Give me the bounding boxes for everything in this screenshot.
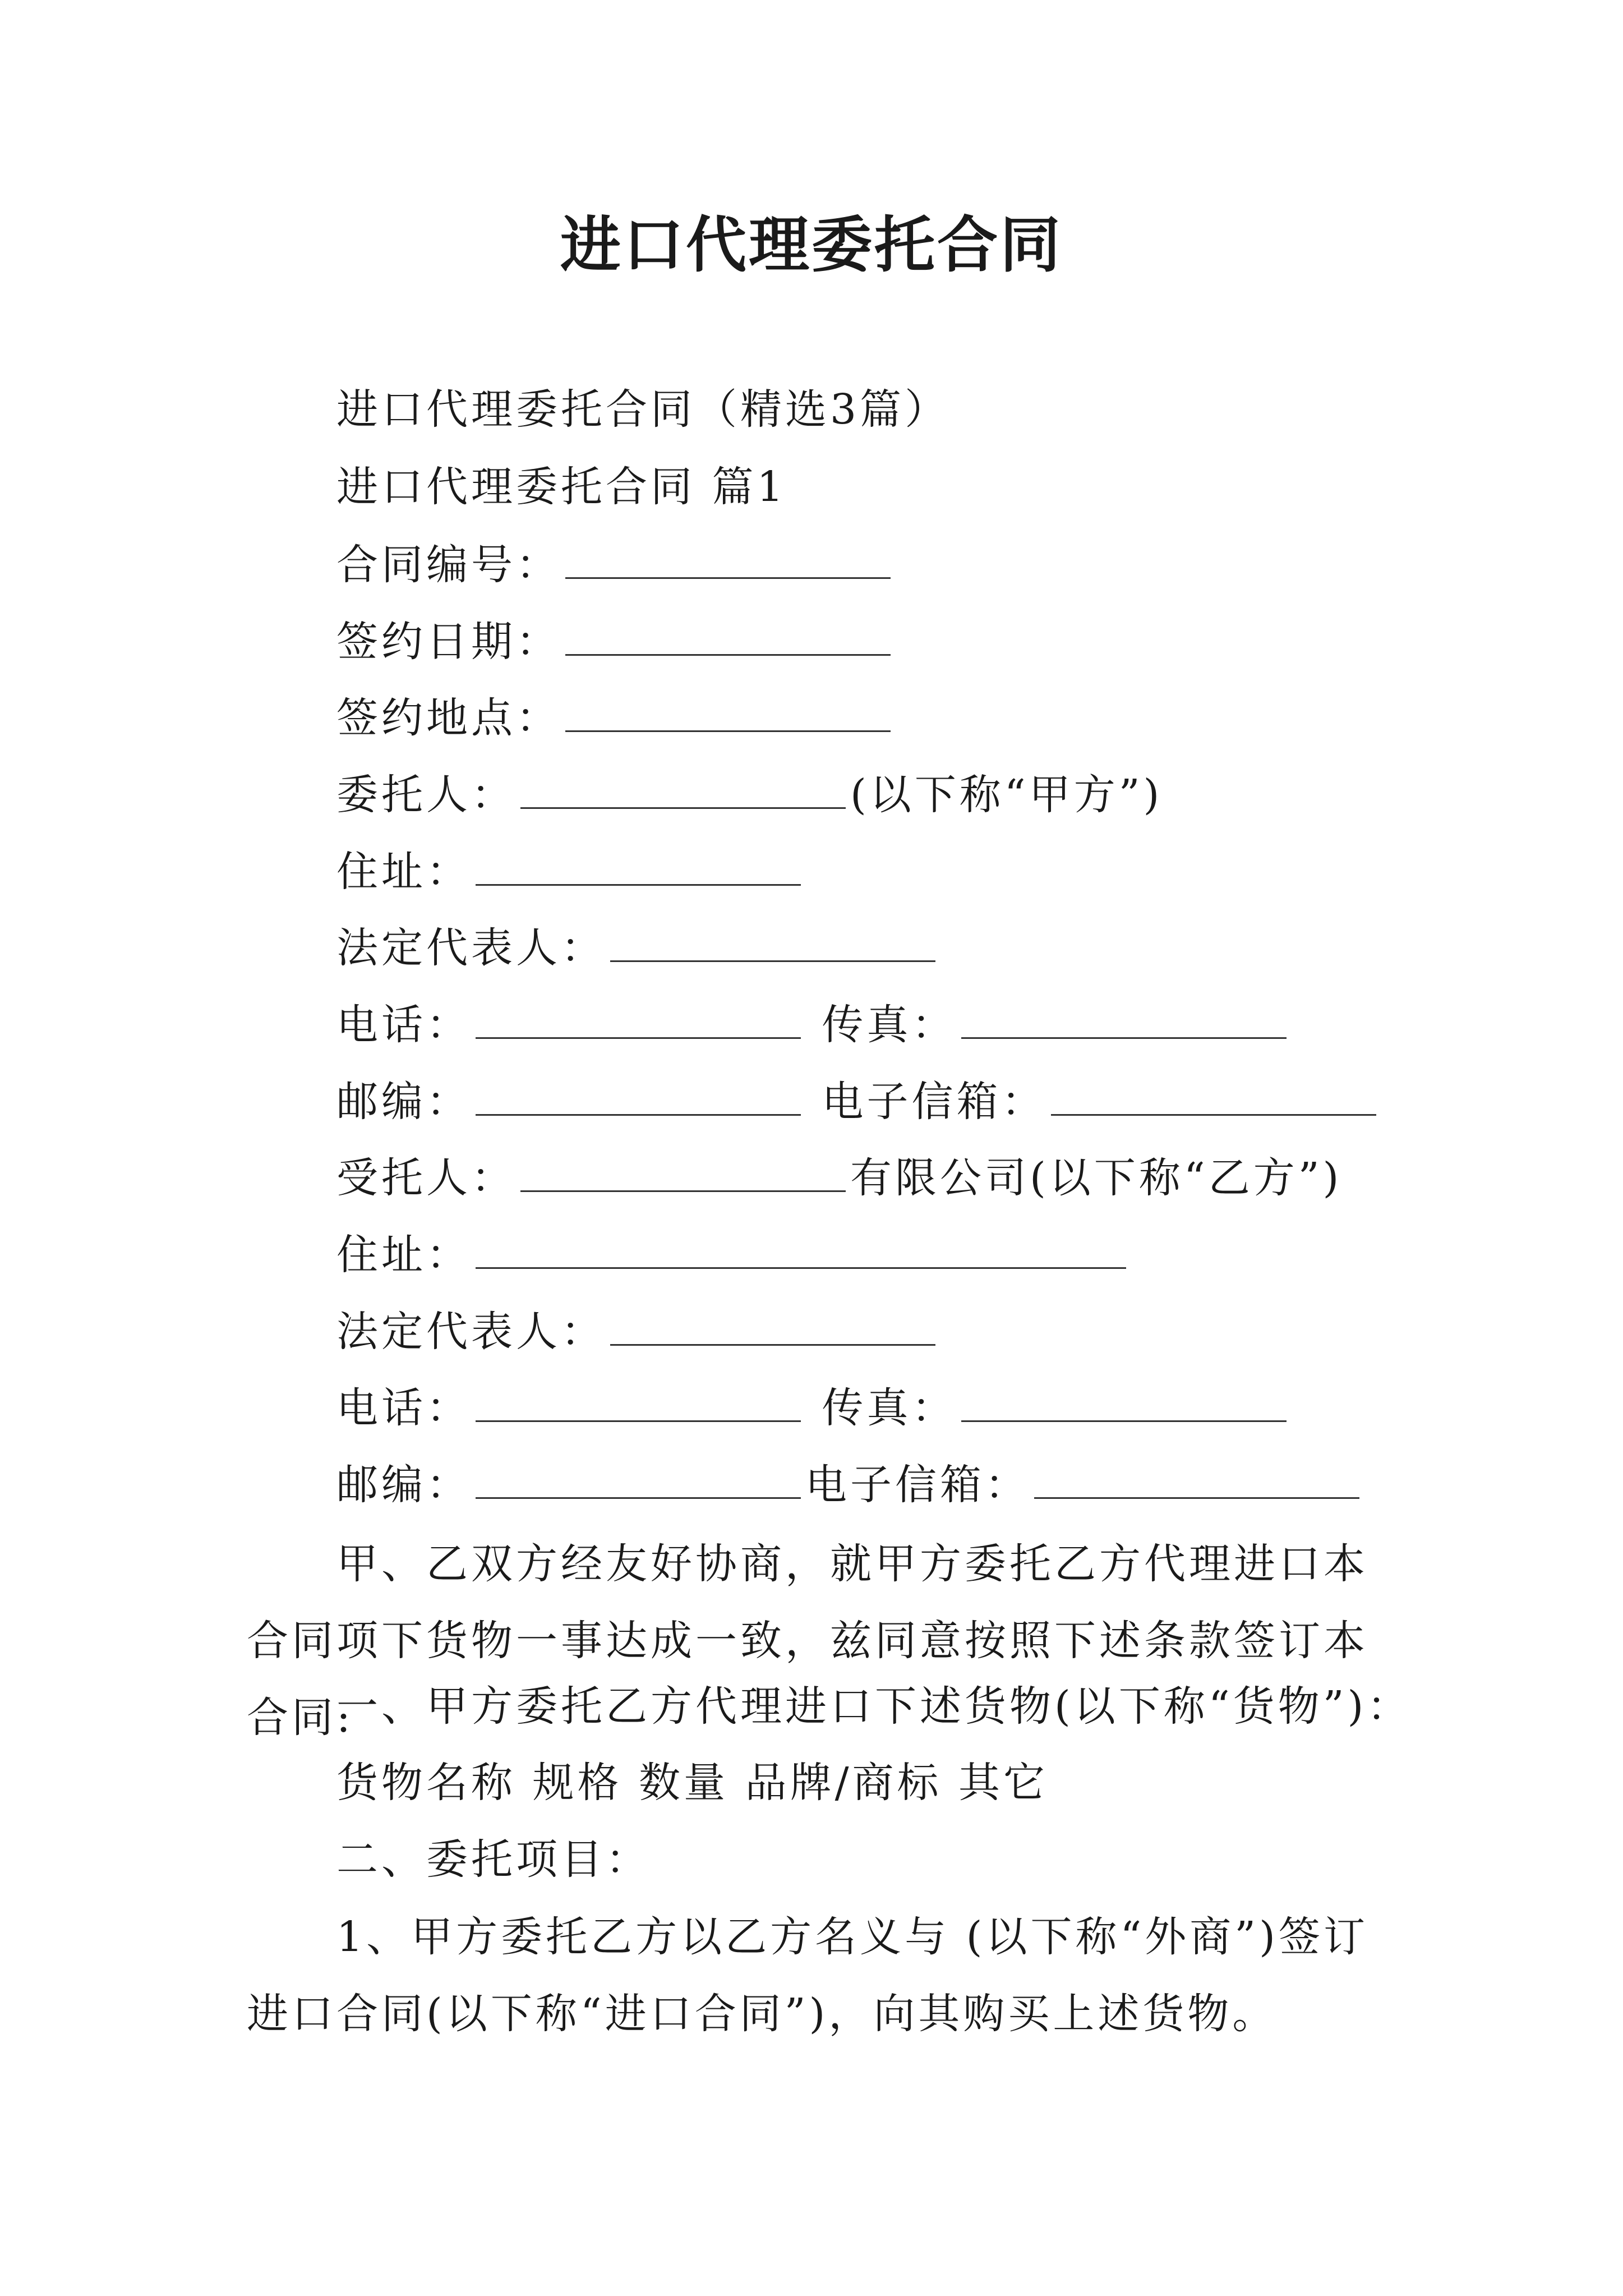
client-phone-row: [336, 996, 1291, 1053]
section-heading: 进口代理委托合同 篇1: [336, 463, 787, 511]
agent-fax-blank: [961, 1379, 1287, 1422]
agent-address-blank: [476, 1226, 1126, 1269]
client-email-label: 电子信箱：: [822, 1078, 1046, 1126]
agent-phone-row: [336, 1379, 1291, 1436]
clause-1: 一、甲方委托乙方代理进口下述货物(以下称“货物”)：: [336, 1682, 1412, 1731]
sign-date-blank: [565, 613, 891, 656]
agent-address-label: 住址：: [336, 1231, 471, 1279]
item-1-paragraph: 1、甲方委托乙方以乙方名义与 (以下称“外商”)签订进口合同(以下称“进口合同”)，向其购买上述货物。: [247, 1913, 1369, 2038]
sign-place-row: [336, 689, 895, 746]
agent-label: 受托人：: [336, 1154, 516, 1202]
agent-phone-blank: [476, 1379, 801, 1422]
agent-zip-label: 邮编：: [336, 1461, 471, 1509]
client-address-label: 住址：: [336, 848, 471, 896]
agent-phone-label: 电话：: [336, 1384, 471, 1432]
client-phone-label: 电话：: [336, 1001, 471, 1049]
client-suffix: (以下称“甲方”): [850, 771, 1163, 819]
contract-no-blank: [565, 536, 891, 579]
intro-paragraph: 甲、乙双方经友好协商，就甲方委托乙方代理进口本合同项下货物一事达成一致，兹同意按照下述条款签订本合同:: [247, 1540, 1368, 1742]
client-phone-blank: [476, 996, 801, 1039]
goods-table-header: 货物名称 规格 数量 品牌/商标 其它: [336, 1759, 1049, 1807]
client-fax-blank: [961, 996, 1287, 1039]
client-address-blank: [476, 843, 801, 886]
agent-email-blank: [1034, 1456, 1359, 1499]
sign-place-label: 签约地点：: [336, 694, 561, 742]
client-fax-label: 传真：: [822, 1001, 957, 1049]
agent-legal-rep-label: 法定代表人：: [336, 1308, 606, 1356]
sign-date-label: 签约日期：: [336, 618, 561, 666]
agent-row: [336, 1149, 1342, 1206]
agent-blank: [520, 1149, 846, 1192]
agent-fax-label: 传真：: [822, 1384, 957, 1432]
contract-no-label: 合同编号：: [336, 541, 561, 589]
client-blank: [520, 766, 846, 809]
sign-place-blank: [565, 689, 891, 732]
client-zip-row: [336, 1073, 1381, 1130]
client-legal-rep-blank: [610, 919, 935, 962]
agent-address-row: [336, 1226, 1131, 1283]
contract-no-row: [336, 536, 895, 593]
sign-date-row: [336, 613, 895, 670]
client-email-blank: [1051, 1073, 1376, 1116]
agent-legal-rep-row: [336, 1303, 940, 1360]
subtitle: 进口代理委托合同（精选3篇）: [336, 385, 950, 434]
client-zip-blank: [476, 1073, 801, 1116]
agent-zip-row: [336, 1456, 1364, 1513]
clause-2: 二、委托项目：: [336, 1835, 651, 1884]
client-zip-label: 邮编：: [336, 1078, 471, 1126]
agent-zip-blank: [476, 1456, 801, 1499]
client-label: 委托人：: [336, 771, 516, 819]
agent-legal-rep-blank: [610, 1303, 935, 1346]
client-legal-rep-row: [336, 919, 940, 976]
client-address-row: [336, 843, 805, 900]
agent-suffix: 有限公司(以下称“乙方”): [850, 1154, 1343, 1202]
client-legal-rep-label: 法定代表人：: [336, 924, 606, 972]
client-row: [336, 766, 1163, 823]
document-title: 进口代理委托合同: [560, 210, 1063, 280]
agent-email-label: 电子信箱：: [805, 1461, 1030, 1509]
